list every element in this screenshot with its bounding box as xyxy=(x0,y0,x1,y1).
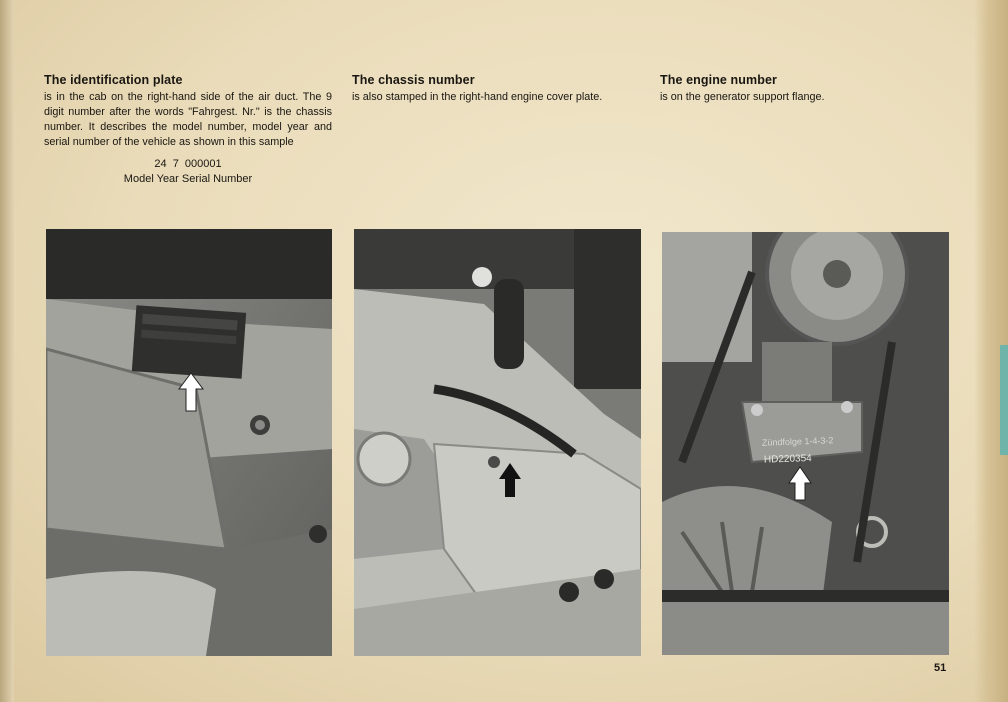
chassis-number-photo xyxy=(354,229,641,656)
section-heading: The engine number xyxy=(660,73,777,87)
engine-number-section xyxy=(660,73,948,105)
identification-plate-section xyxy=(44,73,332,187)
sample-number: 24 7 000001 xyxy=(154,158,222,170)
section-body: is in the cab on the right-hand side of the air duct. The 9 digit number after the words "Fahrgest. Nr." is the chassis number. It describes the model number, model year and serial number of the vehicle as shown in this sample xyxy=(44,91,332,148)
identification-plate-photo xyxy=(46,229,332,656)
engine-stamp-line2: HD220354 xyxy=(763,453,812,466)
page-tab-marker xyxy=(1000,345,1008,455)
sample-number-block xyxy=(44,157,332,187)
engine-number-photo xyxy=(662,232,949,655)
chassis-number-section xyxy=(352,73,640,105)
engine-stamp-line1: Zündfolge 1-4-3-2 xyxy=(761,435,834,448)
section-heading: The chassis number xyxy=(352,73,475,87)
section-body: is on the generator support flange. xyxy=(660,91,825,103)
page-number: 51 xyxy=(934,662,947,674)
sample-caption: Model Year Serial Number xyxy=(123,173,253,185)
section-body: is also stamped in the right-hand engine cover plate. xyxy=(352,91,603,103)
page-spine xyxy=(0,0,14,702)
section-heading: The identification plate xyxy=(44,73,183,87)
